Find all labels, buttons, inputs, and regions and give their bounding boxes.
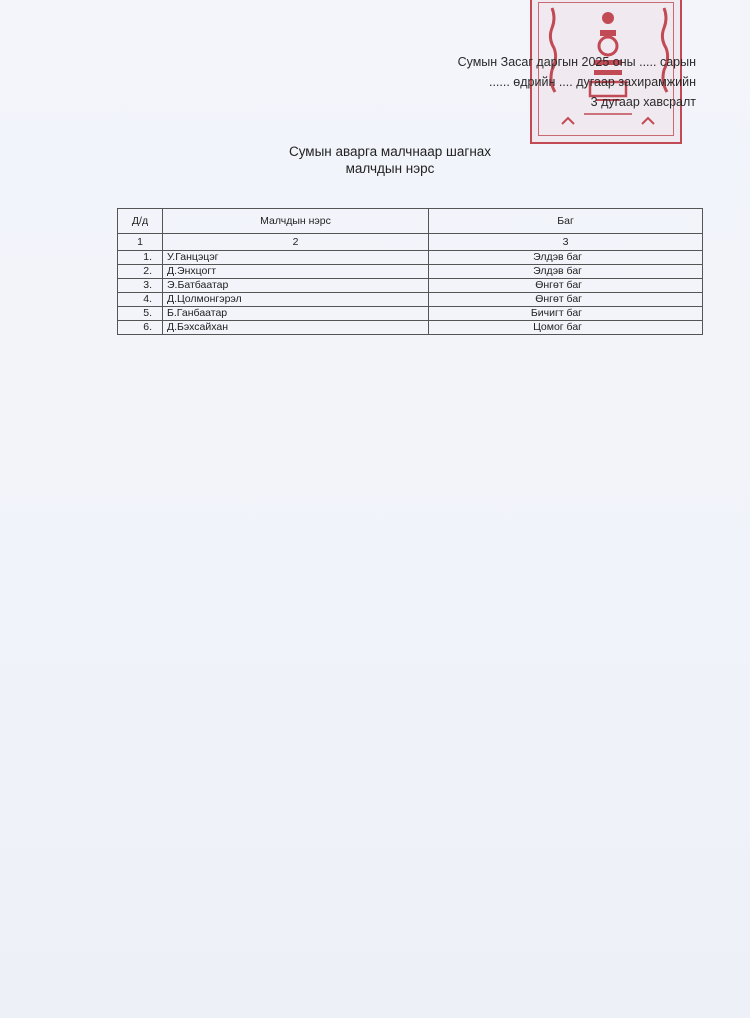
table-row: [118, 293, 703, 307]
row-bag: Цомог баг: [429, 321, 703, 335]
column-number: 3: [429, 234, 703, 251]
row-index: 6.: [118, 321, 163, 335]
row-index: 1.: [118, 251, 163, 265]
row-name: Д.Бэхсайхан: [163, 321, 429, 335]
annex-line-2: ...... өдрийн .... дугаар захирамжийн: [488, 75, 696, 89]
row-index: 4.: [118, 293, 163, 307]
title-line-1: Сумын аварга малчнаар шагнах: [288, 144, 492, 159]
annex-reference: [376, 52, 696, 112]
row-bag: Элдэв баг: [429, 251, 703, 265]
row-bag: Өнгөт баг: [429, 293, 703, 307]
column-number: 1: [118, 234, 163, 251]
row-bag: Элдэв баг: [429, 265, 703, 279]
row-name: Э.Батбаатар: [163, 279, 429, 293]
table-row: [118, 321, 703, 335]
header-index: Д/д: [118, 209, 163, 234]
table-header-row: [118, 209, 703, 234]
table-row: [118, 265, 703, 279]
table-row: [118, 279, 703, 293]
row-name: Д.Цолмонгэрэл: [163, 293, 429, 307]
header-bag: Баг: [429, 209, 703, 234]
annex-line-3: 3 дугаар хавсралт: [590, 95, 696, 109]
table-row: [118, 251, 703, 265]
column-number: 2: [163, 234, 429, 251]
page-bottom-edge: [0, 1018, 750, 1032]
document-title: [240, 143, 540, 177]
herders-table: [117, 208, 703, 335]
table-row: [118, 307, 703, 321]
header-name: Малчдын нэрс: [163, 209, 429, 234]
annex-line-1: Сумын Засаг даргын 2025 оны ..... сарын: [457, 55, 696, 69]
row-bag: Өнгөт баг: [429, 279, 703, 293]
row-name: Д.Энхцогт: [163, 265, 429, 279]
row-bag: Бичигт баг: [429, 307, 703, 321]
column-number-row: [118, 234, 703, 251]
row-name: Б.Ганбаатар: [163, 307, 429, 321]
row-index: 2.: [118, 265, 163, 279]
row-index: 3.: [118, 279, 163, 293]
title-line-2: малчдын нэрс: [345, 161, 435, 176]
row-index: 5.: [118, 307, 163, 321]
row-name: У.Ганцэцэг: [163, 251, 429, 265]
